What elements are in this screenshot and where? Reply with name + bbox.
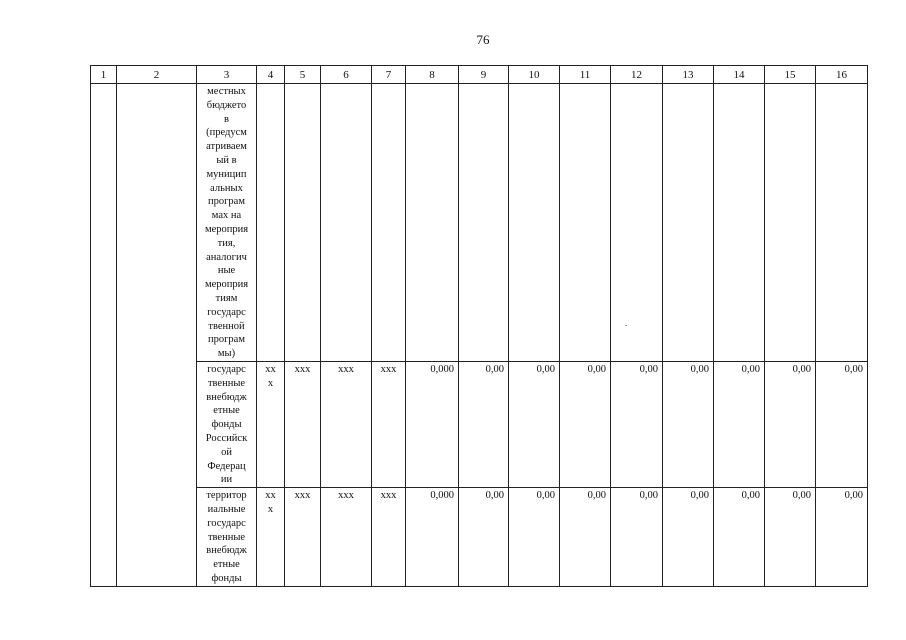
col-header: 16 <box>816 66 868 84</box>
cell-value: 0,00 <box>765 361 816 487</box>
col-header: 12 <box>611 66 663 84</box>
cell-col6: ххх <box>321 488 372 587</box>
cell-value: 0,00 <box>714 361 765 487</box>
col-header: 8 <box>406 66 459 84</box>
cell-value: 0,00 <box>611 361 663 487</box>
cell-value <box>509 84 560 362</box>
cell-value <box>816 84 868 362</box>
cell-value <box>663 84 714 362</box>
cell-col6: ххх <box>321 361 372 487</box>
col-header: 4 <box>257 66 285 84</box>
col-header: 7 <box>372 66 406 84</box>
cell-col2 <box>117 84 197 587</box>
table-row <box>91 361 868 487</box>
cell-value: 0,00 <box>765 488 816 587</box>
cell-col4 <box>257 84 285 362</box>
col-header: 15 <box>765 66 816 84</box>
cell-value: 0,00 <box>663 361 714 487</box>
cell-col7: ххх <box>372 488 406 587</box>
cell-col3 <box>197 488 257 587</box>
cell-col1 <box>91 84 117 587</box>
col-header: 14 <box>714 66 765 84</box>
budget-table <box>90 65 868 587</box>
row-label: государс твенные внебюдж етные фонды Российск ой Федерац ии <box>205 363 248 486</box>
cell-value <box>611 84 663 362</box>
cell-value: 0,00 <box>459 361 509 487</box>
col-header: 3 <box>197 66 257 84</box>
cell-value: 0,00 <box>714 488 765 587</box>
row-label: местных бюджето в (предусм атриваем ый в муницип альных програм мах на мероприя тия, аналогич ные мероприя тиям государс твенной програм мы) <box>204 86 249 360</box>
cell-value: 0,00 <box>509 361 560 487</box>
col-header: 10 <box>509 66 560 84</box>
col-header: 5 <box>285 66 321 84</box>
cell-value: 0,000 <box>406 488 459 587</box>
col-header: 11 <box>560 66 611 84</box>
cell-value <box>406 84 459 362</box>
cell-col4: хх х <box>257 361 285 487</box>
col-header: 9 <box>459 66 509 84</box>
cell-value <box>459 84 509 362</box>
cell-value: 0,00 <box>816 488 868 587</box>
col-header: 13 <box>663 66 714 84</box>
cell-value: 0,00 <box>560 488 611 587</box>
cell-value: 0,000 <box>406 361 459 487</box>
cell-value: 0,00 <box>459 488 509 587</box>
cell-col5: ххх <box>285 488 321 587</box>
cell-col5 <box>285 84 321 362</box>
cell-value: 0,00 <box>816 361 868 487</box>
cell-col6 <box>321 84 372 362</box>
col-header: 1 <box>91 66 117 84</box>
cell-value <box>765 84 816 362</box>
cell-value: 0,00 <box>663 488 714 587</box>
cell-col4: хх х <box>257 488 285 587</box>
col-header: 6 <box>321 66 372 84</box>
cell-col7: ххх <box>372 361 406 487</box>
scan-speck <box>625 325 627 326</box>
col-header: 2 <box>117 66 197 84</box>
cell-col3 <box>197 361 257 487</box>
page-number: 76 <box>476 32 490 47</box>
row-label: территор иальные государс твенные внебюдж етные фонды <box>206 490 247 584</box>
cell-col5: ххх <box>285 361 321 487</box>
cell-col7 <box>372 84 406 362</box>
cell-col3 <box>197 84 257 362</box>
table-row <box>91 488 868 587</box>
cell-value: 0,00 <box>509 488 560 587</box>
cell-value <box>714 84 765 362</box>
header-row <box>91 66 868 84</box>
cell-value <box>560 84 611 362</box>
table-row <box>91 84 868 362</box>
cell-value: 0,00 <box>611 488 663 587</box>
cell-value: 0,00 <box>560 361 611 487</box>
